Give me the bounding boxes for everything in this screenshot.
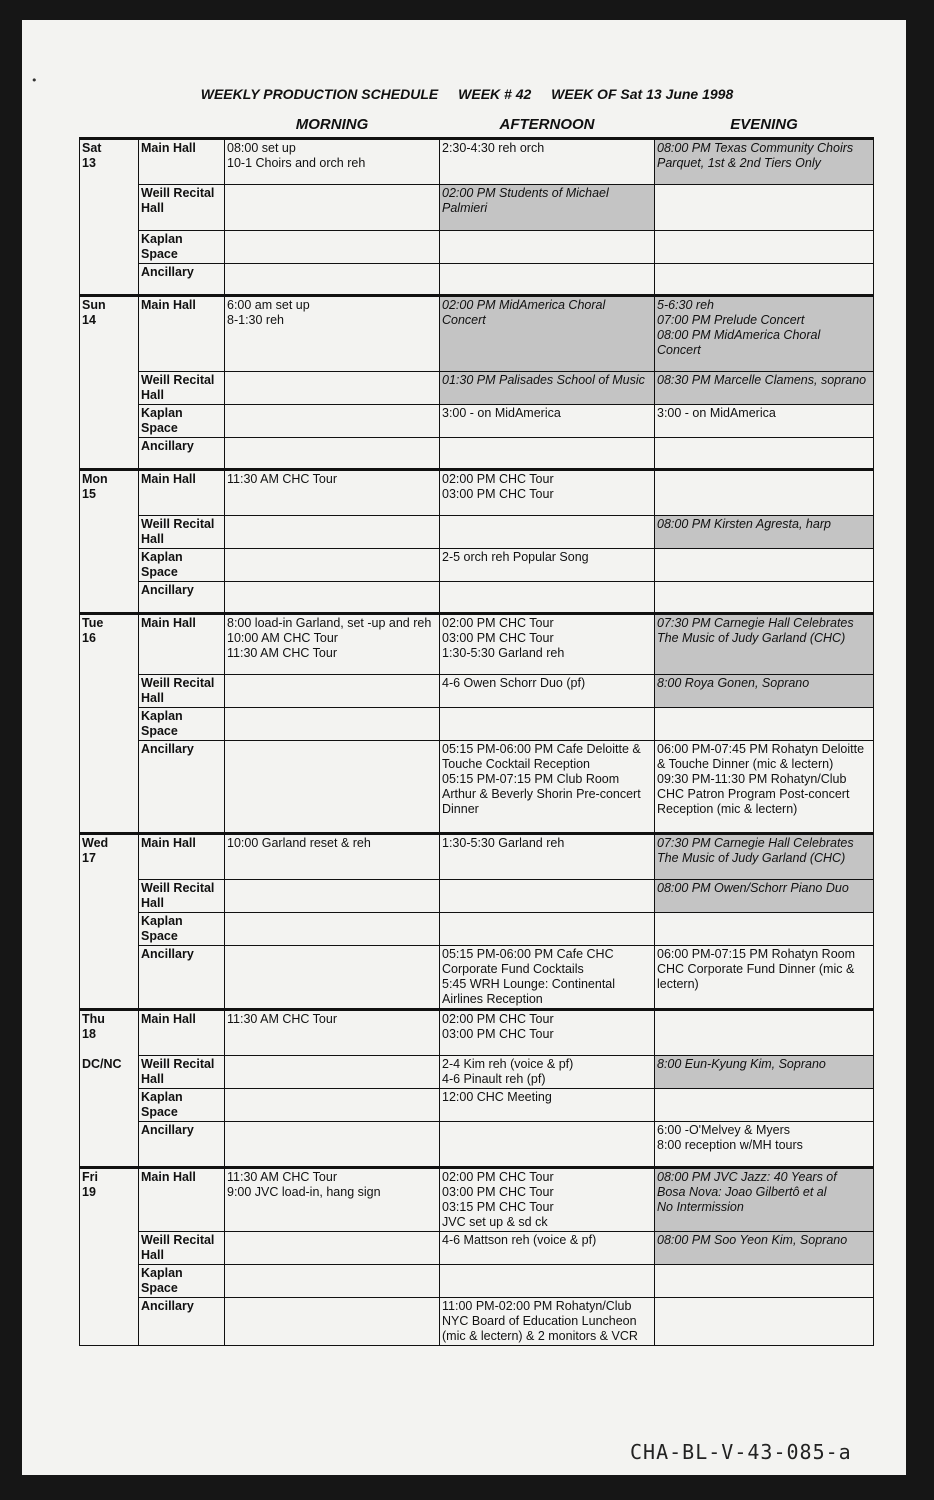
- schedule-row: [80, 675, 874, 708]
- column-head-afternoon: AFTERNOON: [499, 116, 595, 133]
- cell-line: 11:30 AM CHC Tour: [227, 646, 338, 660]
- cell-line: CHC Patron Program Post-concert: [657, 787, 850, 801]
- cell-line: 2:30-4:30 reh orch: [442, 141, 545, 155]
- cell-line: 10:00 Garland reset & reh: [227, 836, 371, 850]
- morning-cell: [225, 834, 440, 880]
- cell-line: 3:00 - on MidAmerica: [657, 406, 776, 420]
- venue-label: Main Hall: [139, 1010, 225, 1056]
- schedule-title: [0, 86, 934, 102]
- cell-line: 4-6 Pinault reh (pf): [442, 1072, 546, 1086]
- cell-line: Airlines Reception: [442, 992, 543, 1006]
- day-label-line: 14: [82, 313, 96, 327]
- day-label-line: 17: [82, 851, 96, 865]
- cell-line: 1:30-5:30 Garland reh: [442, 646, 565, 660]
- afternoon-cell: [440, 231, 655, 264]
- cell-line: 03:00 PM CHC Tour: [442, 631, 554, 645]
- cell-line: 2-5 orch reh Popular Song: [442, 550, 589, 564]
- morning-cell: [225, 139, 440, 185]
- cell-line: 08:00 PM Owen/Schorr Piano Duo: [657, 881, 849, 895]
- day-label-line: 19: [82, 1185, 96, 1199]
- morning-cell: [225, 405, 440, 438]
- cell-line: 4-6 Mattson reh (voice & pf): [442, 1233, 597, 1247]
- cell-line: Concert: [442, 313, 486, 327]
- schedule-row: [80, 913, 874, 946]
- evening-cell: [655, 1089, 874, 1122]
- afternoon-cell: [440, 1232, 655, 1265]
- cell-line: 6:00 -O'Melvey & Myers: [657, 1123, 790, 1137]
- venue-label: Main Hall: [139, 139, 225, 185]
- cell-line: 05:15 PM-06:00 PM Cafe CHC: [442, 947, 614, 961]
- afternoon-cell: [440, 880, 655, 913]
- cell-line: 08:00 set up: [227, 141, 296, 155]
- venue-label: Weill Recital Hall: [139, 185, 225, 231]
- venue-label: Ancillary: [139, 741, 225, 834]
- morning-cell: [225, 614, 440, 675]
- schedule-row: [80, 1232, 874, 1265]
- evening-cell: [655, 470, 874, 516]
- cell-line: 03:00 PM CHC Tour: [442, 487, 554, 501]
- title-text: WEEKLY PRODUCTION SCHEDULE: [200, 86, 439, 102]
- afternoon-cell: [440, 1168, 655, 1232]
- cell-line: 8:00 reception w/MH tours: [657, 1138, 803, 1152]
- day-label-line: Wed: [82, 836, 109, 850]
- morning-cell: [225, 946, 440, 1010]
- day-label-line: 13: [82, 156, 96, 170]
- venue-label: Ancillary: [139, 582, 225, 614]
- column-head-morning: MORNING: [295, 116, 369, 133]
- schedule-body: [80, 139, 874, 1346]
- cell-line: 08:00 PM Soo Yeon Kim, Soprano: [657, 1233, 848, 1247]
- schedule-row: [80, 880, 874, 913]
- morning-cell: [225, 296, 440, 372]
- cell-line: 07:00 PM Prelude Concert: [657, 313, 805, 327]
- afternoon-cell: [440, 185, 655, 231]
- evening-cell: [655, 880, 874, 913]
- afternoon-cell: [440, 1298, 655, 1346]
- cell-line: 08:00 PM MidAmerica Choral: [657, 328, 821, 342]
- cell-line: lectern): [657, 977, 699, 991]
- cell-line: 8-1:30 reh: [227, 313, 284, 327]
- evening-cell: [655, 1056, 874, 1089]
- venue-label: Ancillary: [139, 1298, 225, 1346]
- cell-line: 6:00 am set up: [227, 298, 310, 312]
- schedule-row: [80, 1089, 874, 1122]
- schedule-row: [80, 1010, 874, 1056]
- afternoon-cell: [440, 834, 655, 880]
- morning-cell: [225, 1265, 440, 1298]
- afternoon-cell: [440, 741, 655, 834]
- cell-line: The Music of Judy Garland (CHC): [657, 631, 846, 645]
- day-label: [80, 470, 139, 614]
- day-label: [80, 139, 139, 296]
- morning-cell: [225, 1298, 440, 1346]
- cell-line: 5-6:30 reh: [657, 298, 714, 312]
- cell-line: 05:15 PM-06:00 PM Cafe Deloitte &: [442, 742, 641, 756]
- morning-cell: [225, 231, 440, 264]
- schedule-row: [80, 139, 874, 185]
- afternoon-cell: [440, 1265, 655, 1298]
- venue-label: Weill Recital Hall: [139, 516, 225, 549]
- day-label-line: Sun: [82, 298, 106, 312]
- cell-line: No Intermission: [657, 1200, 744, 1214]
- cell-line: 02:00 PM CHC Tour: [442, 472, 554, 486]
- morning-cell: [225, 708, 440, 741]
- venue-label: Kaplan Space: [139, 231, 225, 264]
- morning-cell: [225, 1168, 440, 1232]
- venue-label: Kaplan Space: [139, 708, 225, 741]
- venue-label: Kaplan Space: [139, 549, 225, 582]
- cell-line: 05:15 PM-07:15 PM Club Room: [442, 772, 620, 786]
- cell-line: 08:30 PM Marcelle Clamens, soprano: [657, 373, 867, 387]
- afternoon-cell: [440, 946, 655, 1010]
- evening-cell: [655, 708, 874, 741]
- schedule-row: [80, 231, 874, 264]
- week-of: WEEK OF Sat 13 June 1998: [551, 86, 734, 102]
- cell-line: 3:00 - on MidAmerica: [442, 406, 561, 420]
- afternoon-cell: [440, 614, 655, 675]
- day-label-line: Tue: [82, 616, 104, 630]
- cell-line: 01:30 PM Palisades School of Music: [442, 373, 645, 387]
- morning-cell: [225, 470, 440, 516]
- cell-line: 9:00 JVC load-in, hang sign: [227, 1185, 381, 1199]
- venue-label: Weill Recital Hall: [139, 1232, 225, 1265]
- afternoon-cell: [440, 405, 655, 438]
- day-label-line: 15: [82, 487, 96, 501]
- schedule-row: [80, 1298, 874, 1346]
- cell-line: 12:00 CHC Meeting: [442, 1090, 552, 1104]
- schedule-row: [80, 1056, 874, 1089]
- evening-cell: [655, 139, 874, 185]
- afternoon-cell: [440, 675, 655, 708]
- cell-line: Palmieri: [442, 201, 488, 215]
- cell-line: NYC Board of Education Luncheon: [442, 1314, 637, 1328]
- venue-label: Ancillary: [139, 438, 225, 470]
- afternoon-cell: [440, 708, 655, 741]
- day-label-line: [82, 1042, 136, 1057]
- cell-line: The Music of Judy Garland (CHC): [657, 851, 846, 865]
- day-label-line: Sat: [82, 141, 102, 155]
- afternoon-cell: [440, 516, 655, 549]
- schedule-row: [80, 516, 874, 549]
- morning-cell: [225, 1232, 440, 1265]
- morning-cell: [225, 913, 440, 946]
- evening-cell: [655, 741, 874, 834]
- evening-cell: [655, 946, 874, 1010]
- morning-cell: [225, 185, 440, 231]
- evening-cell: [655, 516, 874, 549]
- morning-cell: [225, 582, 440, 614]
- venue-label: Main Hall: [139, 614, 225, 675]
- schedule-row: [80, 264, 874, 296]
- evening-cell: [655, 405, 874, 438]
- week-number: WEEK # 42: [458, 86, 532, 102]
- venue-label: Weill Recital Hall: [139, 880, 225, 913]
- schedule-row: [80, 470, 874, 516]
- cell-line: Parquet, 1st & 2nd Tiers Only: [657, 156, 821, 170]
- cell-line: 07:30 PM Carnegie Hall Celebrates: [657, 836, 854, 850]
- schedule-row: [80, 1122, 874, 1168]
- cell-line: 4-6 Owen Schorr Duo (pf): [442, 676, 586, 690]
- cell-line: 08:00 PM Kirsten Agresta, harp: [657, 517, 831, 531]
- schedule-row: [80, 549, 874, 582]
- afternoon-cell: [440, 1122, 655, 1168]
- schedule-row: [80, 834, 874, 880]
- column-head-evening: EVENING: [730, 116, 798, 133]
- day-label: [80, 614, 139, 834]
- day-label-line: Thu: [82, 1012, 105, 1026]
- cell-line: 11:30 AM CHC Tour: [227, 472, 338, 486]
- cell-line: Bosa Nova: Joao Gilbertô et al: [657, 1185, 827, 1199]
- cell-line: 5:45 WRH Lounge: Continental: [442, 977, 616, 991]
- venue-label: Weill Recital Hall: [139, 675, 225, 708]
- schedule-row: [80, 614, 874, 675]
- archive-id: CHA-BL-V-43-085-a: [630, 1440, 852, 1464]
- venue-label: Main Hall: [139, 296, 225, 372]
- cell-line: CHC Corporate Fund Dinner (mic &: [657, 962, 855, 976]
- afternoon-cell: [440, 1089, 655, 1122]
- venue-label: Kaplan Space: [139, 1265, 225, 1298]
- venue-label: Ancillary: [139, 1122, 225, 1168]
- cell-line: 08:00 PM Texas Community Choirs: [657, 141, 854, 155]
- afternoon-cell: [440, 139, 655, 185]
- cell-line: 11:00 PM-02:00 PM Rohatyn/Club: [442, 1299, 632, 1313]
- morning-cell: [225, 675, 440, 708]
- venue-label: Main Hall: [139, 470, 225, 516]
- schedule-row: [80, 1168, 874, 1232]
- cell-line: 10:00 AM CHC Tour: [227, 631, 338, 645]
- venue-label: Kaplan Space: [139, 1089, 225, 1122]
- cell-line: 8:00 Roya Gonen, Soprano: [657, 676, 810, 690]
- evening-cell: [655, 834, 874, 880]
- schedule-row: [80, 438, 874, 470]
- morning-cell: [225, 880, 440, 913]
- schedule-row: [80, 372, 874, 405]
- cell-line: 09:30 PM-11:30 PM Rohatyn/Club: [657, 772, 847, 786]
- afternoon-cell: [440, 1010, 655, 1056]
- schedule-table: [79, 137, 874, 1346]
- evening-cell: [655, 1232, 874, 1265]
- schedule-row: [80, 741, 874, 834]
- evening-cell: [655, 264, 874, 296]
- venue-label: Main Hall: [139, 1168, 225, 1232]
- afternoon-cell: [440, 549, 655, 582]
- cell-line: 06:00 PM-07:15 PM Rohatyn Room: [657, 947, 856, 961]
- venue-label: Kaplan Space: [139, 913, 225, 946]
- cell-line: Arthur & Beverly Shorin Pre-concert: [442, 787, 641, 801]
- evening-cell: [655, 231, 874, 264]
- cell-line: (mic & lectern) & 2 monitors & VCR: [442, 1329, 638, 1343]
- morning-cell: [225, 1122, 440, 1168]
- evening-cell: [655, 372, 874, 405]
- venue-label: Kaplan Space: [139, 405, 225, 438]
- venue-label: Ancillary: [139, 946, 225, 1010]
- cell-line: 03:00 PM CHC Tour: [442, 1027, 554, 1041]
- schedule-row: [80, 708, 874, 741]
- evening-cell: [655, 549, 874, 582]
- evening-cell: [655, 675, 874, 708]
- day-label-line: Mon: [82, 472, 108, 486]
- venue-label: Ancillary: [139, 264, 225, 296]
- evening-cell: [655, 614, 874, 675]
- evening-cell: [655, 1010, 874, 1056]
- cell-line: 06:00 PM-07:45 PM Rohatyn Deloitte: [657, 742, 865, 756]
- afternoon-cell: [440, 913, 655, 946]
- afternoon-cell: [440, 372, 655, 405]
- morning-cell: [225, 1056, 440, 1089]
- cell-line: Touche Cocktail Reception: [442, 757, 590, 771]
- cell-line: 2-4 Kim reh (voice & pf): [442, 1057, 574, 1071]
- afternoon-cell: [440, 264, 655, 296]
- day-label: [80, 1168, 139, 1346]
- cell-line: 1:30-5:30 Garland reh: [442, 836, 565, 850]
- cell-line: JVC set up & sd ck: [442, 1215, 548, 1229]
- cell-line: 8:00 Eun-Kyung Kim, Soprano: [657, 1057, 826, 1071]
- morning-cell: [225, 264, 440, 296]
- cell-line: 11:30 AM CHC Tour: [227, 1012, 338, 1026]
- cell-line: 10-1 Choirs and orch reh: [227, 156, 366, 170]
- evening-cell: [655, 438, 874, 470]
- evening-cell: [655, 1122, 874, 1168]
- cell-line: 11:30 AM CHC Tour: [227, 1170, 338, 1184]
- venue-label: Weill Recital Hall: [139, 372, 225, 405]
- morning-cell: [225, 741, 440, 834]
- schedule-row: [80, 296, 874, 372]
- afternoon-cell: [440, 582, 655, 614]
- day-label: [80, 296, 139, 470]
- cell-line: 07:30 PM Carnegie Hall Celebrates: [657, 616, 854, 630]
- morning-cell: [225, 372, 440, 405]
- cell-line: 8:00 load-in Garland, set -up and reh: [227, 616, 432, 630]
- morning-cell: [225, 549, 440, 582]
- schedule-row: [80, 582, 874, 614]
- cell-line: Concert: [657, 343, 701, 357]
- evening-cell: [655, 1265, 874, 1298]
- evening-cell: [655, 1168, 874, 1232]
- cell-line: Corporate Fund Cocktails: [442, 962, 584, 976]
- schedule-row: [80, 1265, 874, 1298]
- cell-line: Reception (mic & lectern): [657, 802, 798, 816]
- morning-cell: [225, 438, 440, 470]
- cell-line: 02:00 PM CHC Tour: [442, 1170, 554, 1184]
- morning-cell: [225, 516, 440, 549]
- cell-line: Dinner: [442, 802, 479, 816]
- cell-line: & Touche Dinner (mic & lectern): [657, 757, 834, 771]
- afternoon-cell: [440, 438, 655, 470]
- day-label: [80, 834, 139, 1010]
- evening-cell: [655, 185, 874, 231]
- schedule-row: [80, 946, 874, 1010]
- venue-label: Weill Recital Hall: [139, 1056, 225, 1089]
- day-label: [80, 1010, 139, 1168]
- evening-cell: [655, 1298, 874, 1346]
- cell-line: 03:00 PM CHC Tour: [442, 1185, 554, 1199]
- day-label-line: 18: [82, 1027, 96, 1041]
- cell-line: 03:15 PM CHC Tour: [442, 1200, 554, 1214]
- scan-mark: •: [31, 74, 38, 87]
- evening-cell: [655, 913, 874, 946]
- day-label-line: 16: [82, 631, 96, 645]
- evening-cell: [655, 582, 874, 614]
- afternoon-cell: [440, 470, 655, 516]
- cell-line: 02:00 PM MidAmerica Choral: [442, 298, 606, 312]
- cell-line: 02:00 PM Students of Michael: [442, 186, 609, 200]
- evening-cell: [655, 296, 874, 372]
- day-label-line: Fri: [82, 1170, 98, 1184]
- cell-line: 02:00 PM CHC Tour: [442, 1012, 554, 1026]
- schedule-row: [80, 405, 874, 438]
- cell-line: 08:00 PM JVC Jazz: 40 Years of: [657, 1170, 837, 1184]
- afternoon-cell: [440, 1056, 655, 1089]
- day-label-line: DC/NC: [82, 1057, 122, 1071]
- afternoon-cell: [440, 296, 655, 372]
- morning-cell: [225, 1010, 440, 1056]
- venue-label: Main Hall: [139, 834, 225, 880]
- schedule-row: [80, 185, 874, 231]
- cell-line: 02:00 PM CHC Tour: [442, 616, 554, 630]
- morning-cell: [225, 1089, 440, 1122]
